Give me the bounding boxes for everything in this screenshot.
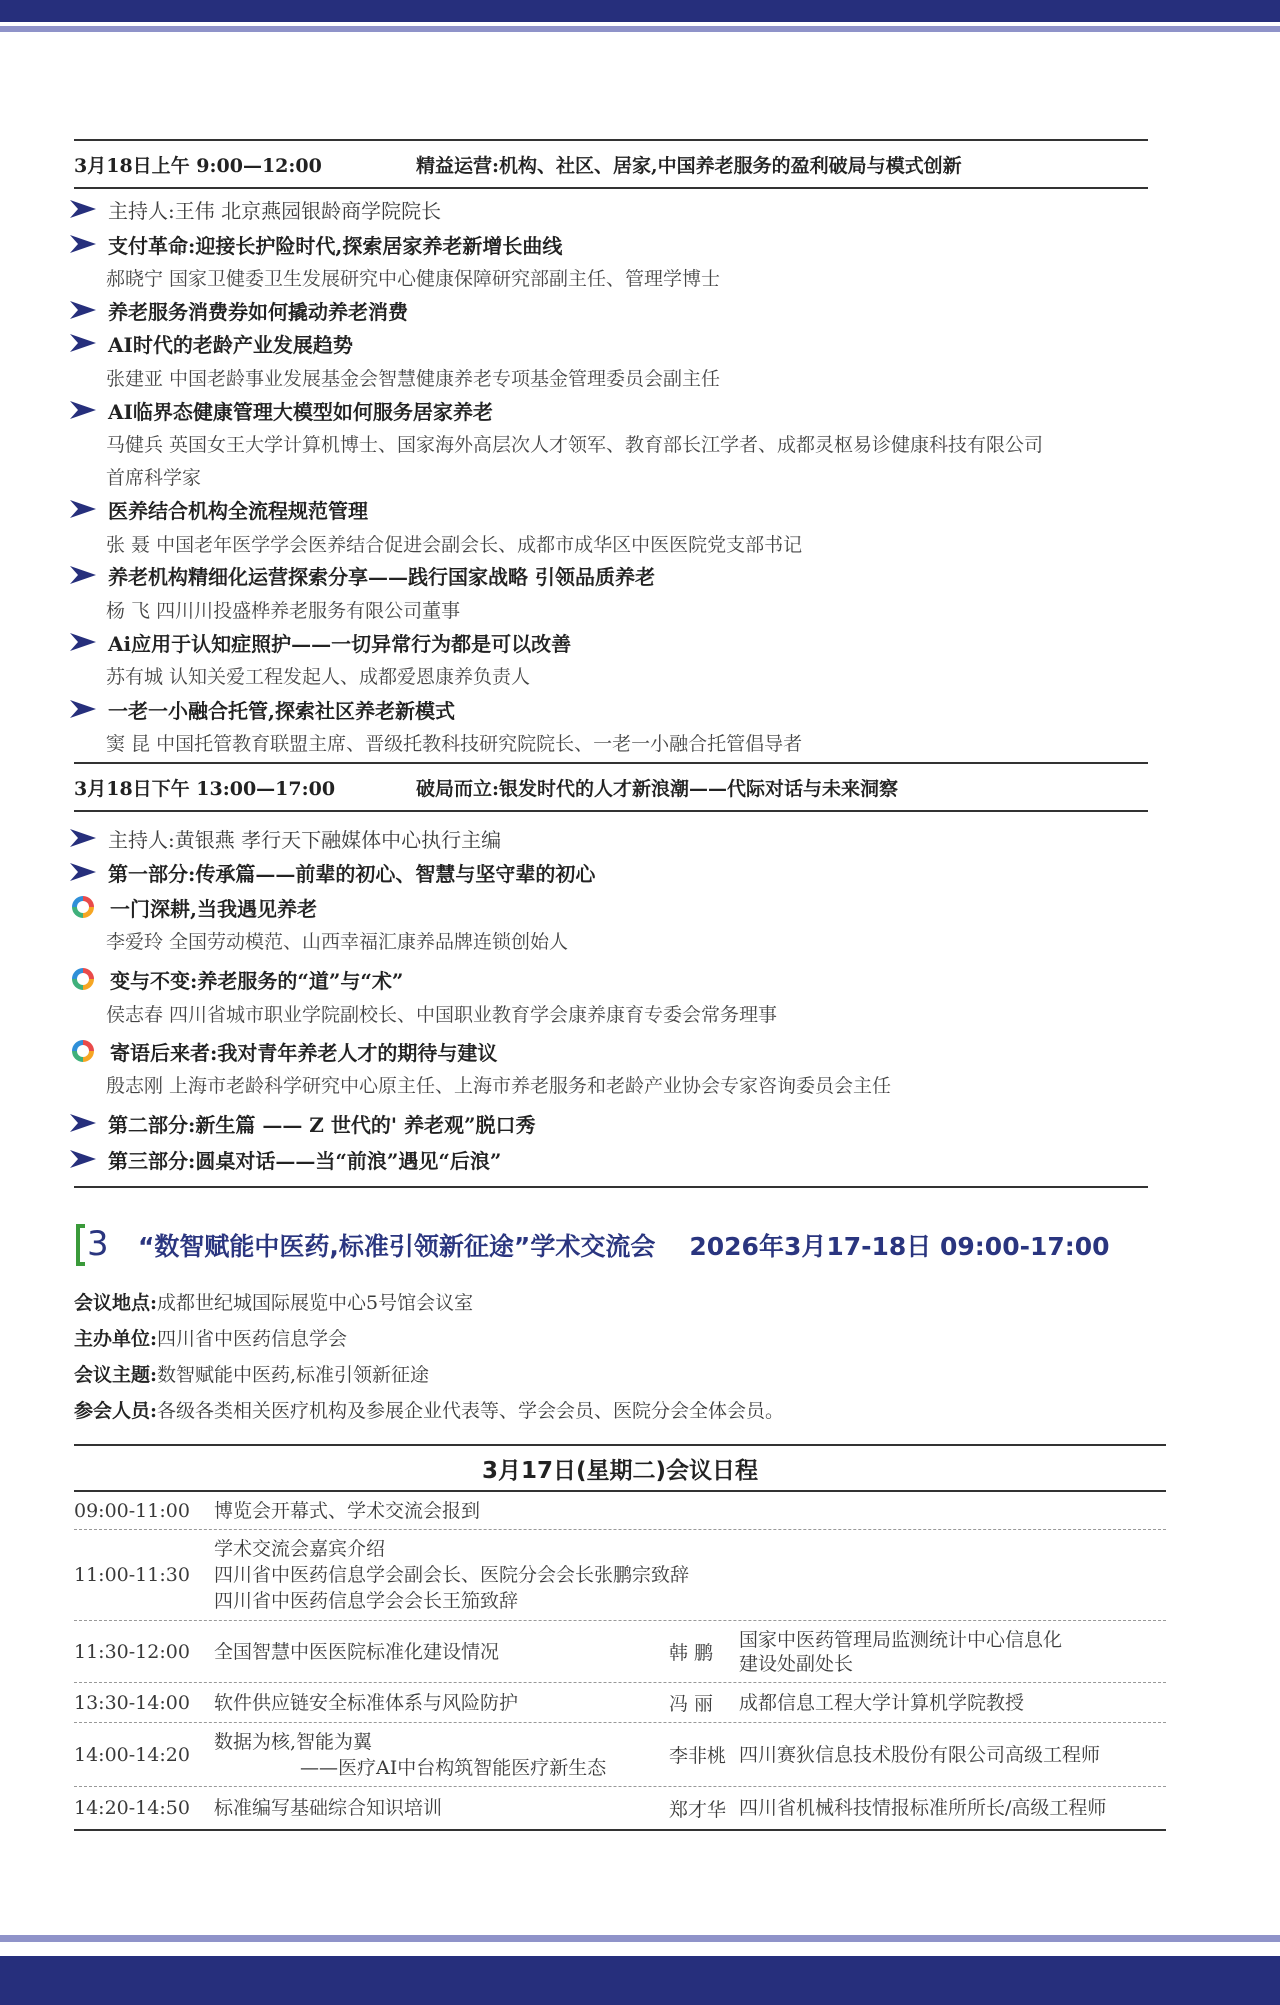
info-label: 参会人员:: [74, 1399, 158, 1422]
session-pm-part3: [68, 1143, 501, 1175]
arrow-bullet-icon: [68, 698, 98, 720]
bottom-accent-stripe: [0, 1935, 1280, 1942]
talk-item-text: 一门深耕,当我遇见养老: [110, 896, 317, 921]
session-am-header: [74, 139, 1148, 189]
info-label: 会议地点:: [74, 1291, 158, 1314]
schedule-row: [74, 1723, 1166, 1787]
schedule-topic-line: 学术交流会嘉宾介绍: [214, 1538, 386, 1560]
session-am-theme: 精益运营:机构、社区、居家,中国养老服务的盈利破局与模式创新: [416, 154, 962, 177]
schedule-time: 14:00-14:20: [74, 1743, 190, 1766]
talk-item: [68, 228, 562, 260]
schedule-topic: [214, 1639, 669, 1665]
section3-header: [74, 1220, 1174, 1270]
arrow-bullet-icon: [68, 1112, 98, 1134]
section-number: 3: [87, 1224, 109, 1264]
schedule-topic: [214, 1729, 669, 1781]
info-row: [74, 1320, 347, 1354]
talk-item-text: AI时代的老龄产业发展趋势: [108, 332, 353, 357]
talk-item-text: AI临界态健康管理大模型如何服务居家养老: [108, 399, 493, 424]
session-pm-theme: 破局而立:银发时代的人才新浪潮——代际对话与未来洞察: [416, 777, 899, 800]
ring-bullet-icon: [72, 1040, 94, 1062]
section3-title: “数智赋能中医药,标准引领新征途”学术交流会: [138, 1232, 656, 1261]
schedule-affiliation: [739, 1628, 1166, 1676]
speaker-line: 马健兵 英国女王大学计算机博士、国家海外高层次人才领军、教育部长江学者、成都灵枢易诊健康科技有限公司: [106, 433, 1044, 456]
info-value: 数智赋能中医药,标准引领新征途: [157, 1363, 430, 1386]
session-pm-header: [74, 762, 1148, 812]
session-pm-host-text: 主持人:黄银燕 孝行天下融媒体中心执行主编: [108, 827, 502, 852]
talk-item-text: 寄语后来者:我对青年养老人才的期待与建议: [110, 1040, 498, 1065]
talk-item-text: Ai应用于认知症照护——一切异常行为都是可以改善: [108, 631, 572, 656]
arrow-bullet-icon: [68, 1148, 98, 1170]
talk-item-text: 变与不变:养老服务的“道”与“术”: [110, 968, 404, 993]
session-pm-time: 3月18日下午 13:00—17:00: [74, 777, 336, 800]
arrow-bullet-icon: [68, 332, 98, 354]
session-pm-part2-text: 第二部分:新生篇 —— Z 世代的' 养老观”脱口秀: [108, 1112, 536, 1137]
arrow-bullet-icon: [68, 233, 98, 255]
speaker-line: 郝晓宁 国家卫健委卫生发展研究中心健康保障研究部副主任、管理学博士: [106, 267, 721, 290]
session-am-host: [68, 193, 441, 225]
info-row: [74, 1284, 473, 1318]
bottom-banner-bar: [0, 1956, 1280, 2005]
session-pm-part1: [68, 856, 595, 888]
schedule-topic: [214, 1795, 669, 1821]
talk-item: [68, 626, 571, 658]
talk-item: [68, 693, 455, 725]
schedule-row: [74, 1787, 1166, 1831]
arrow-bullet-icon: [68, 564, 98, 586]
schedule-topic: [214, 1690, 669, 1716]
schedule-affiliation-line: 国家中医药管理局监测统计中心信息化: [739, 1628, 1063, 1651]
schedule-topic-line: 数据为核,智能为翼: [214, 1730, 373, 1753]
schedule-row: [74, 1683, 1166, 1723]
schedule-speaker: 郑才华: [669, 1798, 727, 1821]
arrow-bullet-icon: [68, 399, 98, 421]
schedule-speaker: 李非桃: [669, 1745, 727, 1767]
schedule-row: [74, 1621, 1166, 1683]
schedule-time: 13:30-14:00: [74, 1691, 190, 1714]
info-row: [74, 1356, 429, 1390]
talk-item: [68, 493, 368, 525]
speaker-line: 杨 飞 四川川投盛桦养老服务有限公司董事: [106, 599, 461, 622]
schedule-topic-line: 全国智慧中医医院标准化建设情况: [214, 1640, 500, 1663]
schedule-title: 3月17日(星期二)会议日程: [74, 1444, 1166, 1492]
talk-item: [68, 1035, 497, 1067]
schedule-affiliation-line: 成都信息工程大学计算机学院教授: [739, 1691, 1025, 1714]
talk-item: [68, 891, 317, 923]
schedule-affiliation: [739, 1743, 1166, 1767]
schedule-time: 11:30-12:00: [74, 1640, 190, 1663]
section3-date: 2026年3月17-18日 09:00-17:00: [689, 1232, 1110, 1261]
info-value: 四川省中医药信息学会: [157, 1327, 348, 1350]
ring-bullet-icon: [72, 968, 94, 990]
speaker-line: 张建亚 中国老龄事业发展基金会智慧健康养老专项基金管理委员会副主任: [106, 367, 721, 390]
talk-item-text: 支付革命:迎接长护险时代,探索居家养老新增长曲线: [108, 233, 563, 258]
schedule-topic-line: 软件供应链安全标准体系与风险防护: [214, 1691, 519, 1714]
speaker-line: 李爱玲 全国劳动模范、山西幸福汇康养品牌连锁创始人: [106, 930, 569, 953]
schedule-time: 09:00-11:00: [74, 1499, 190, 1522]
talk-item: [68, 394, 493, 426]
info-label: 主办单位:: [74, 1327, 158, 1350]
speaker-line: 侯志春 四川省城市职业学院副校长、中国职业教育学会康养康育专委会常务理事: [106, 1003, 778, 1026]
talk-item-text: 养老服务消费券如何撬动养老消费: [108, 299, 408, 324]
session-am-host-text: 主持人:王伟 北京燕园银龄商学院院长: [108, 198, 442, 223]
schedule-speaker: 冯 丽: [669, 1693, 714, 1715]
info-label: 会议主题:: [74, 1363, 158, 1386]
session-pm-part2: [68, 1107, 535, 1139]
speaker-line: 张 聂 中国老年医学学会医养结合促进会副会长、成都市成华区中医医院党支部书记: [106, 533, 803, 556]
schedule-affiliation-line: 四川省机械科技情报标准所所长/高级工程师: [739, 1797, 1107, 1819]
schedule-topic-line: 标准编写基础综合知识培训: [214, 1797, 443, 1819]
schedule-topic-line: ——医疗AI中台构筑智能医疗新生态: [300, 1756, 607, 1779]
ring-bullet-icon: [72, 896, 94, 918]
top-accent-stripe: [0, 26, 1280, 32]
schedule-topic-line: 四川省中医药信息学会副会长、医院分会会长张鹏宗致辞: [214, 1564, 690, 1586]
arrow-bullet-icon: [68, 299, 98, 321]
arrow-bullet-icon: [68, 198, 98, 220]
session-pm-part1-text: 第一部分:传承篇——前辈的初心、智慧与坚守辈的初心: [108, 861, 596, 886]
talk-item-text: 一老一小融合托管,探索社区养老新模式: [108, 698, 455, 723]
speaker-line: 苏有城 认知关爱工程发起人、成都爱恩康养负责人: [106, 665, 531, 688]
schedule-row: [74, 1530, 1166, 1621]
info-row: [74, 1392, 784, 1426]
arrow-bullet-icon: [68, 498, 98, 520]
divider-line: [74, 1186, 1148, 1188]
schedule-time: 14:20-14:50: [74, 1797, 190, 1819]
talk-item-text: 养老机构精细化运营探索分享——践行国家战略 引领品质养老: [108, 564, 655, 589]
arrow-bullet-icon: [68, 861, 98, 883]
talk-item: [68, 294, 408, 326]
schedule-affiliation-line: 建设处副处长: [739, 1652, 854, 1675]
schedule-topic: [214, 1536, 690, 1614]
talk-item: [68, 559, 655, 591]
session-pm-host: [68, 822, 501, 854]
info-value: 各级各类相关医疗机构及参展企业代表等、学会会员、医院分会全体会员。: [157, 1399, 785, 1422]
schedule-affiliation-line: 四川赛狄信息技术股份有限公司高级工程师: [739, 1743, 1101, 1766]
schedule-topic-line: 四川省中医药信息学会会长王笳致辞: [214, 1590, 519, 1612]
info-value: 成都世纪城国际展览中心5号馆会议室: [157, 1291, 474, 1314]
talk-item: [68, 327, 353, 359]
top-banner-bar: [0, 0, 1280, 22]
schedule-speaker: 韩 鹏: [669, 1642, 714, 1664]
schedule-time: 11:00-11:30: [74, 1564, 190, 1586]
talk-item-text: 医养结合机构全流程规范管理: [108, 498, 368, 523]
speaker-line: 窦 昆 中国托管教育联盟主席、晋级托教科技研究院院长、一老一小融合托管倡导者: [106, 732, 803, 755]
arrow-bullet-icon: [68, 631, 98, 653]
talk-item: [68, 963, 403, 995]
schedule-topic-line: 博览会开幕式、学术交流会报到: [214, 1499, 481, 1522]
speaker-line: 殷志刚 上海市老龄科学研究中心原主任、上海市养老服务和老龄产业协会专家咨询委员会主任: [106, 1074, 892, 1097]
session-pm-part3-text: 第三部分:圆桌对话——当“前浪”遇见“后浪”: [108, 1148, 502, 1173]
schedule-affiliation: [739, 1691, 1166, 1715]
arrow-bullet-icon: [68, 827, 98, 849]
section-number-badge: [74, 1222, 124, 1268]
speaker-line: 首席科学家: [106, 466, 202, 489]
session-am-time: 3月18日上午 9:00—12:00: [74, 154, 322, 177]
schedule-topic: [214, 1498, 669, 1524]
schedule-affiliation: [739, 1796, 1166, 1820]
schedule-row: [74, 1492, 1166, 1530]
